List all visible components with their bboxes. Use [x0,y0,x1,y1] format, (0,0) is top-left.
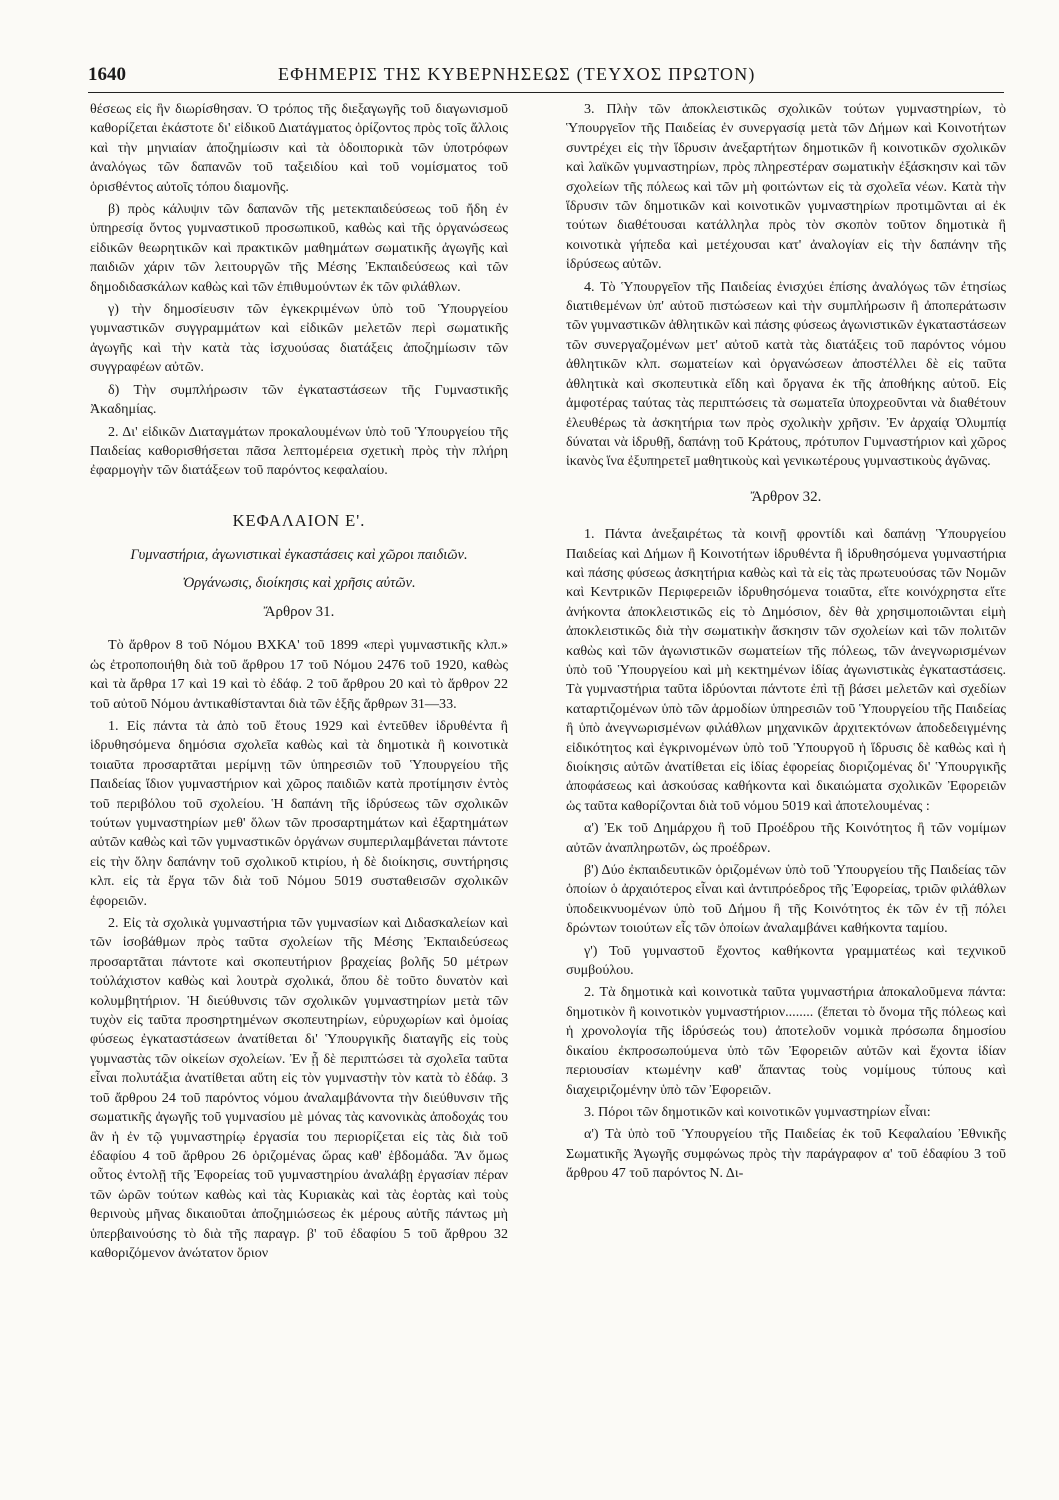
article-heading: Ἄρθρον 32. [750,488,822,505]
paragraph: 3. Πλὴν τῶν ἀποκλειστικῶς σχολικῶν τούτων γυμναστηρίων, τὸ Ὑπουργεῖον τῆς Παιδείας ἐν συνεργασίᾳ μετὰ τῶν Δήμων καὶ Κοινοτήτων συντρέχει εἰς τὴν ἵδρυσιν ἀνεξαρτήτων δημοτικῶν ἢ κοινοτικῶν σχολικῶν καὶ λαϊκῶν γυμναστηρίων, πρὸς πληρεστέραν σωματικὴν ἐξάσκησιν καὶ τῶν σχολείων τῆς πόλεως καὶ τῶν μὴ φοιτώντων εἰς τὰ σχολεῖα νέων. Κατὰ τὴν ἵδρυσιν τῶν δημοτικῶν καὶ κοινοτικῶν γυμναστηρίων προτιμῶνται αἱ ἐκ τούτων διαθέτουσαι κατάλληλα πρὸς τὸν σκοπὸν τοῦτον δημοτικὰ ἢ κοινοτικὰ γήπεδα καὶ μετέχουσαι κατ' ἀναλογίαν εἰς τὴν δαπάνην τῆς ἱδρύσεως αὐτῶν. [566,101,1006,273]
gazette-title: ΕΦΗΜΕΡΙΣ ΤΗΣ ΚΥΒΕΡΝΗΣΕΩΣ (ΤΕΥΧΟΣ ΠΡΩΤΟΝ) [278,64,756,84]
paragraph: α') Τὰ ὑπὸ τοῦ Ὑπουργείου τῆς Παιδείας ἐκ τοῦ Κεφαλαίου Ἐθνικῆς Σωματικῆς Ἀγωγῆς συμφώνως πρὸς τὴν παράγραφον α' τοῦ ἐδαφίου 3 τοῦ ἄρθρου 47 τοῦ παρόντος Ν. Δι- [566,1126,1006,1182]
page-number: 1640 [88,64,126,85]
left-column [90,100,508,1485]
paragraph: β) πρὸς κάλυψιν τῶν δαπανῶν τῆς μετεκπαιδεύσεως τοῦ ἤδη ἐν ὑπηρεσίᾳ ὄντος γυμναστικοῦ προσωπικοῦ, καθὼς καὶ τῆς ὀργανώσεως εἰδικῶν θεωρητικῶν καὶ πρακτικῶν μαθημάτων σωματικῆς ἀγωγῆς καὶ παιδιῶν χάριν τῶν λειτουργῶν τῆς Μέσης Ἐκπαιδεύσεως καὶ τῶν δημοδιδασκάλων καθὼς καὶ τῶν ἐπιθυμούντων ἐκ τῶν φιλάθλων. [90,201,508,295]
paragraph: δ) Τὴν συμπλήρωσιν τῶν ἐγκαταστάσεων τῆς Γυμναστικῆς Ἀκαδημίας. [90,381,508,418]
header-rule [88,92,1004,93]
chapter-heading: ΚΕΦΑΛΑΙΟΝ Ε'. [232,510,366,530]
paragraph: 1. Πάντα ἀνεξαιρέτως τὰ κοινῇ φροντίδι καὶ δαπάνῃ Ὑπουργείου Παιδείας καὶ Δήμων ἢ Κοινοτήτων ἱδρυθέντα ἢ ἱδρυθησόμενα γυμναστήρια καὶ πάσης φύσεως ἀσκητήρια καθὼς καὶ τὰ εἰς τὰς πρωτευούσας τῶν Νομῶν καὶ Κεντρικῶν Περιφερειῶν ἱδρυθησόμενα τοιαῦτα, εἴτε κοινόχρηστα εἴτε ἀνήκοντα ἀποκλειστικῶς εἰς τὸ Δημόσιον, δὲν θὰ χρησιμοποιῶνται εἰμὴ ἀποκλειστικῶς διὰ τὴν σωματικὴν ἄσκησιν τῶν σχολείων καὶ τῶν πολιτῶν καθὼς καὶ τῶν ἀγωνιστικῶν σωματείων τῆς πόλεως, τῶν ἀνεγνωρισμένων ὑπὸ τοῦ Ὑπουργείου καὶ μὴ κεκτημένων ἰδίας ἀγωνιστικὰς ἐγκαταστάσεις. Τὰ γυμναστήρια ταῦτα ἱδρύονται πάντοτε ἐπὶ τῇ βάσει μελετῶν καὶ σχεδίων καταρτιζομένων ὑπὸ τῶν ἁρμοδίων ὑπηρεσιῶν τοῦ Ὑπουργείου τῆς Παιδείας ἢ ὑπὸ ἀνεγνωρισμένων φιλάθλων μηχανικῶν ἀρχιτεκτόνων ἀποδεδειγμένης εἰδικότητος καὶ ἐγκρινομένων ὑπὸ τοῦ Ὑπουργοῦ ἡ ἵδρυσις δὲ καθὼς καὶ ἡ διοίκησις αὐτῶν ἀνατίθεται εἰς ἰδίας ἐφορείας διοριζομένας δι' Ὑπουργικῆς ἀποφάσεως καὶ ἀσκούσας καθήκοντα καὶ δικαιώματα σχολικῶν Ἐφορειῶν ὡς ταῦτα καθορίζονται διὰ τοῦ νόμου 5019 καὶ ἀποτελουμένας : [566,526,1006,814]
paragraph: β') Δύο ἐκπαιδευτικῶν ὁριζομένων ὑπὸ τοῦ Ὑπουργείου τῆς Παιδείας τῶν ὁποίων ὁ ἀρχαιότερος εἶναι καὶ ἀντιπρόεδρος τῆς Ἐφορείας, τριῶν φιλάθλων ὑποδεικνυομένων ὑπὸ τοῦ Δήμου ἢ τῆς Κοινότητος ἐκ τῶν ἐν τῇ πόλει δρώντων τοιούτων εἷς τῶν ὁποίων ἀναλαμβάνει καθήκοντα ταμίου. [566,862,1006,937]
page-header [88,64,998,90]
paragraph: γ) τὴν δημοσίευσιν τῶν ἐγκεκριμένων ὑπὸ τοῦ Ὑπουργείου γυμναστικῶν συγγραμμάτων καὶ εἰδικῶν μελετῶν περὶ σωματικῆς ἀγωγῆς καὶ τὴν κατὰ τὰς ἰσχυούσας διατάξεις ἀποζημίωσιν τῶν συγγραφέων αὐτῶν. [90,301,508,376]
paragraph: 1. Εἰς πάντα τὰ ἀπὸ τοῦ ἔτους 1929 καὶ ἐντεῦθεν ἱδρυθέντα ἢ ἱδρυθησόμενα δημόσια σχολεῖα καθὼς καὶ τὰ δημοτικὰ ἢ κοινοτικὰ τοιαῦτα προσαρτᾶται μερίμνῃ τῶν ὑπηρεσιῶν τοῦ Ὑπουργείου τῆς Παιδείας ἴδιον γυμναστήριον καὶ χῶρος παιδιῶν κατὰ προτίμησιν ἐντὸς τοῦ περιβόλου τοῦ σχολείου. Ἡ δαπάνη τῆς ἱδρύσεως τῶν σχολικῶν τούτων γυμναστηρίων μεθ' ὅλων τῶν προσαρτημάτων καὶ ἐξαρτημάτων αὐτῶν καθὼς καὶ τῶν γυμναστικῶν ὀργάνων συμπεριλαμβάνεται πάντοτε εἰς τὴν ὅλην δαπάνην τοῦ σχολικοῦ κτιρίου, ἡ δὲ διοίκησις, συντήρησις κλπ. εἰς τὰ ἔργα τῶν διὰ τοῦ Νόμου 5019 συσταθεισῶν σχολικῶν ἐφορειῶν. [90,717,508,909]
paragraph: 3. Πόροι τῶν δημοτικῶν καὶ κοινοτικῶν γυμναστηρίων εἶναι: [584,1103,931,1120]
paragraph: α') Ἐκ τοῦ Δημάρχου ἢ τοῦ Προέδρου τῆς Κοινότητος ἢ τῶν νομίμων αὐτῶν ἀναπληρωτῶν, ὡς προέδρων. [566,820,1006,856]
right-column [566,100,1006,1485]
paragraph: γ') Τοῦ γυμναστοῦ ἔχοντος καθήκοντα γραμματέως καὶ τεχνικοῦ συμβούλου. [566,942,1006,979]
chapter-subtitle: Ὀργάνωσις, διοίκησις καὶ χρῆσις αὐτῶν. [182,574,416,591]
article-heading: Ἄρθρον 31. [263,603,335,620]
paragraph: 2. Τὰ δημοτικὰ καὶ κοινοτικὰ ταῦτα γυμναστήρια ἀποκαλοῦμενα πάντα: δημοτικὸν ἢ κοινοτικὸν γυμναστήριον........ (ἕπεται τὸ ὄνομα τῆς πόλεως καὶ ἡ χρονολογία τῆς ἱδρύσεώς του) ἀποτελοῦν νομικὰ πρόσωπα δημοσίου δικαίου ἐκπροσωπούμενα ὑπὸ τῶν Ἐφορειῶν αὐτῶν καὶ ἔχοντα ἰδίαν περιουσίαν κτωμένην καθ' ἅπαντας τοὺς νομίμους τύπους καὶ διαχειριζομένην ὑπὸ τῶν Ἐφορειῶν. [566,984,1006,1098]
paragraph: 2. Δι' εἰδικῶν Διαταγμάτων προκαλουμένων ὑπὸ τοῦ Ὑπουργείου τῆς Παιδείας καθορισθήσεται πᾶσα λεπτομέρεια σχετικὴ πρὸς τὴν πλήρη ἐφαρμογὴν τῶν διατάξεων τοῦ παρόντος κεφαλαίου. [90,423,508,479]
paragraph: 4. Τὸ Ὑπουργεῖον τῆς Παιδείας ἐνισχύει ἐπίσης ἀναλόγως τῶν ἐτησίως διατιθεμένων ὑπ' αὐτοῦ πιστώσεων καὶ τὴν συμπλήρωσιν ἢ ἀποπεράτωσιν τῶν γυμναστικῶν ἀθλητικῶν καὶ πάσης φύσεως ἀγωνιστικῶν ἐγκαταστάσεων τῶν συνεργαζομένων μετ' αὐτοῦ κατὰ τὰς διατάξεις τοῦ παρόντος νόμου ἀθλητικῶν κλπ. σωματείων καὶ ὀργανώσεων ἀποστέλλει δὲ εἰς ταῦτα ἀθλητικὰ καὶ σκοπευτικὰ εἴδη καὶ ὄργανα ἐκ τῆς ἀποθήκης αὐτοῦ. Εἰς ἀμφοτέρας ταύτας τὰς περιπτώσεις τὰ σωματεῖα ὑποχρεοῦνται νὰ διαθέτουν ἐλευθέρως τὰ ἀσκητήρια των πρὸς σχολικὴν χρῆσιν. Ἐν ἀρχαίᾳ Ὀλυμπίᾳ δύναται νὰ ἱδρυθῇ, δαπάνῃ τοῦ Κράτους, πρότυπον Γυμναστήριον καὶ χῶρος ἱκανὸς ἵνα ἐξυπηρετεῖ μαθητικοὺς καὶ γενικωτέρους γυμναστικοὺς ἀγῶνας. [566,278,1006,470]
paragraph: θέσεως εἰς ἣν διωρίσθησαν. Ὁ τρόπος τῆς διεξαγωγῆς τοῦ διαγωνισμοῦ καθορίζεται ἑκάστοτε δι' εἰδικοῦ Διατάγματος ὁρίζοντος πρὸς τοῖς ἄλλοις καὶ τὴν μηνιαίαν ἀποζημίωσιν καὶ τὰ ὁδοιπορικὰ τῶν ὑποτρόφων ἀναλόγως τῶν δαπανῶν τοῦ ταξειδίου καὶ τοῦ νομίσματος τοῦ ὁρισθέντος αὐτοῖς τόπου διαμονῆς. [90,101,508,195]
chapter-subtitle: Γυμναστήρια, ἀγωνιστικαὶ ἐγκαστάσεις καὶ χῶροι παιδιῶν. [130,547,468,564]
paragraph: Τὸ ἄρθρον 8 τοῦ Νόμου ΒΧΚΑ' τοῦ 1899 «περὶ γυμναστικῆς κλπ.» ὡς ἐτροποποιήθη διὰ τοῦ ἄρθρου 17 τοῦ Νόμου 2476 τοῦ 1920, καθὼς καὶ τὰ ἄρθρα 17 καὶ 19 καὶ τὸ ἐδάφ. 2 τοῦ ἄρθρου 20 καὶ τὸ ἄρθρον 22 τοῦ αὐτοῦ Νόμου ἀντικαθίστανται διὰ τῶν ἑξῆς ἄρθρων 31—33. [90,637,508,712]
paragraph: 2. Εἰς τὰ σχολικὰ γυμναστήρια τῶν γυμνασίων καὶ Διδασκαλείων καὶ τῶν ἰσοβάθμων πρὸς ταῦτα σχολείων τῆς Μέσης Ἐκπαιδεύσεως προσαρτᾶται πάντοτε καὶ σκοπευτήριον βραχείας βολῆς 50 μέτρων τοὐλάχιστον καθὼς καὶ λουτρὰ σχολικά, ὅπου δὲ τοῦτο δυνατὸν καὶ κολυμβητήριον. Ἡ διεύθυνσις τῶν σχολικῶν γυμναστηρίων μετὰ τῶν τυχὸν εἰς ταῦτα προσηρτημένων σκοπευτηρίων, εὐρυχωρίων καὶ ὁμοίας φύσεως ἐγκαταστάσεων ἀνατίθεται δι' Ὑπουργικῆς διαταγῆς εἰς τοὺς γυμναστὰς τῶν οἰκείων σχολείων. Ἐν ᾗ δὲ περιπτώσει τὰ σχολεῖα ταῦτα εἶναι πολυτάξια ἀνατίθεται αὕτη εἰς τὸν γυμναστὴν τὸν κατὰ τὸ ἐδάφ. 3 τοῦ ἄρθρου 24 τοῦ παρόντος νόμου ἀναλαμβάνοντα τὴν διεύθυνσιν τῆς σωματικῆς ἀγωγῆς τοῦ γυμνασίου μὲ μόνας τὰς κανονικὰς ἀποδοχάς του ἂν ἡ ἐν τῷ γυμναστηρίῳ ἐργασία του περιορίζεται εἰς τὰς διὰ τοῦ ἐδαφίου 4 τοῦ ἄρθρου 26 ὁριζομένας ὥρας καθ' ἑβδομάδα. Ἂν ὅμως οὗτος ἐντολῇ τῆς Ἐφορείας τοῦ γυμναστηρίου ἀναλάβῃ ἐργασίαν πέραν τῶν ὡρῶν τούτων καθὼς καὶ τὰς Κυριακὰς καὶ τὰς ἑορτὰς καὶ τοὺς θερινοὺς μῆνας δικαιοῦται ἀποζημιώσεως ἐκ μέρους αὐτῆς πάντως μὴ ὑπερβαινούσης τὸ διὰ τῆς παραγρ. β' τοῦ ἐδαφίου 5 τοῦ ἄρθρου 32 καθοριζόμενον ἀνώτατον ὅριον [90,915,508,1261]
